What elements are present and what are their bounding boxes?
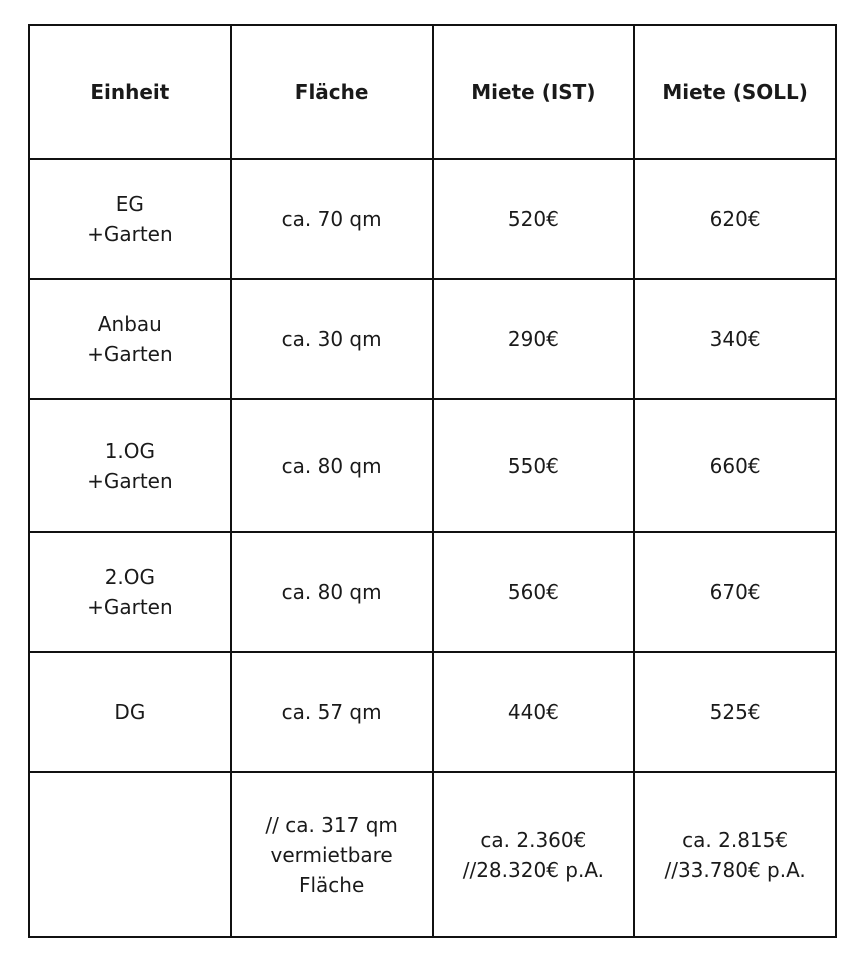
rent-table [28, 24, 837, 938]
cell-miete-ist: 560€ [433, 532, 635, 652]
cell-miete-soll: 620€ [634, 159, 836, 279]
table-row [29, 279, 836, 399]
table-row [29, 159, 836, 279]
table-row [29, 532, 836, 652]
cell-miete-soll: 340€ [634, 279, 836, 399]
cell-flaeche-total: // ca. 317 qm vermietbare Fläche [231, 772, 433, 937]
cell-einheit: DG [29, 652, 231, 772]
table-header-row [29, 25, 836, 159]
cell-miete-ist: 550€ [433, 399, 635, 532]
header-miete-soll: Miete (SOLL) [634, 25, 836, 159]
cell-miete-soll: 525€ [634, 652, 836, 772]
cell-flaeche: ca. 80 qm [231, 532, 433, 652]
cell-flaeche: ca. 80 qm [231, 399, 433, 532]
cell-miete-soll-total: ca. 2.815€ //33.780€ p.A. [634, 772, 836, 937]
cell-miete-ist-total: ca. 2.360€ //28.320€ p.A. [433, 772, 635, 937]
cell-einheit: Anbau +Garten [29, 279, 231, 399]
cell-einheit: 1.OG +Garten [29, 399, 231, 532]
cell-flaeche: ca. 30 qm [231, 279, 433, 399]
cell-einheit: 2.OG +Garten [29, 532, 231, 652]
cell-einheit [29, 772, 231, 937]
header-flaeche: Fläche [231, 25, 433, 159]
table-row [29, 652, 836, 772]
cell-miete-ist: 440€ [433, 652, 635, 772]
cell-miete-ist: 520€ [433, 159, 635, 279]
cell-flaeche: ca. 70 qm [231, 159, 433, 279]
table-row [29, 399, 836, 532]
cell-einheit: EG +Garten [29, 159, 231, 279]
header-einheit: Einheit [29, 25, 231, 159]
header-miete-ist: Miete (IST) [433, 25, 635, 159]
cell-miete-soll: 660€ [634, 399, 836, 532]
cell-flaeche: ca. 57 qm [231, 652, 433, 772]
cell-miete-ist: 290€ [433, 279, 635, 399]
cell-miete-soll: 670€ [634, 532, 836, 652]
table-total-row [29, 772, 836, 937]
